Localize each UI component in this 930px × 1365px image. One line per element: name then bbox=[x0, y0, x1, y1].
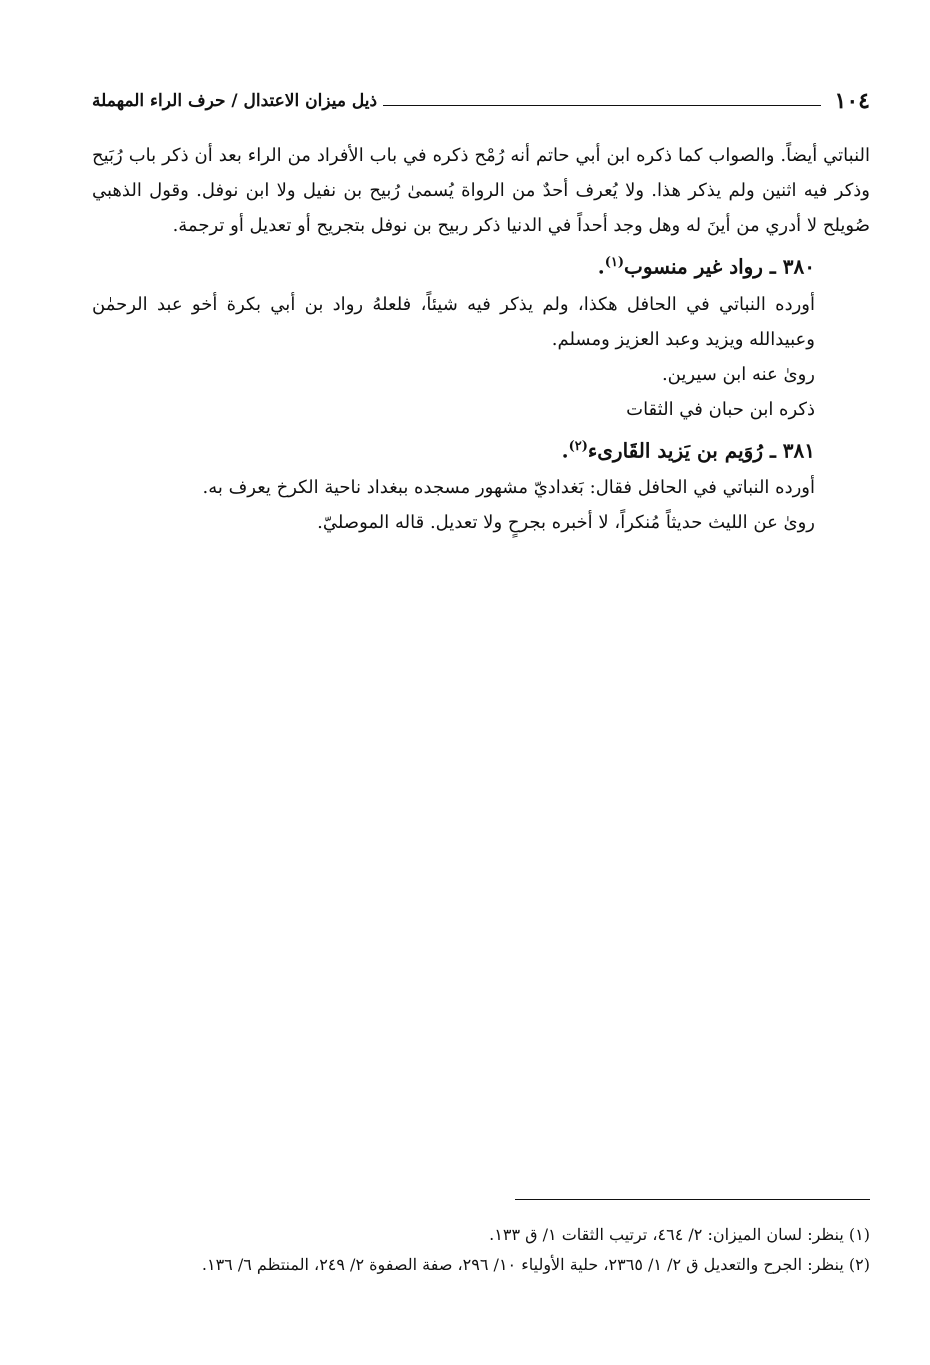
entry-381-narration: روىٰ عن الليث حديثاً مُنكراً، لا أخبره بجرحٍ ولا تعديل. قاله الموصليّ. bbox=[317, 512, 815, 534]
main-text bbox=[92, 138, 870, 540]
entry-380-narrators: روىٰ عنه ابن سيرين. bbox=[661, 363, 815, 385]
footnote-mark-1: (١) bbox=[604, 255, 624, 270]
footnote-rule bbox=[515, 1199, 870, 1200]
footnotes bbox=[92, 1220, 870, 1280]
running-title: ذيل ميزان الاعتدال / حرف الراء المهملة bbox=[92, 91, 378, 111]
entry-title: ٣٨٠ ـ رواد غير منسوب bbox=[623, 254, 815, 279]
footnote-mark-2: (٢) bbox=[568, 438, 588, 454]
entry-heading-380 bbox=[92, 243, 870, 287]
heading-period: . bbox=[561, 438, 569, 463]
entry-380-source: ذكره ابن حبان في الثقات bbox=[626, 398, 815, 420]
running-header bbox=[92, 84, 870, 118]
entry-380-text: أورده النباتي في الحافل هكذا، ولم يذكر فيه شيئاً، فلعلهُ رواد بن أبي بكرة أخو عبد الرحمٰن وعبيدالله ويزيد وعبد العزيز ومسلم. bbox=[92, 293, 815, 350]
entry-title: ٣٨١ ـ رُوَيم بن يَزيد القَارىء bbox=[587, 438, 815, 463]
footnote-1: (١) ينظر: لسان الميزان: ٢/ ٤٦٤، ترتيب الثقات ١/ ق ١٣٣. bbox=[489, 1225, 870, 1244]
page-number: ١٠٤ bbox=[834, 88, 870, 114]
header-rule bbox=[383, 105, 820, 106]
paragraph-continuation: النباتي أيضاً. والصواب كما ذكره ابن أبي حاتم أنه رُمْح ذكره في باب الأفراد من الراء بعد أن ذكر باب رُبَيح وذكر فيه اثنين ولم يذكر هذا. ولا يُعرف أحدٌ من الرواة يُسمىٰ رُبيح بن نفيل ولا ابن نوفل. وقول الذهبي صُويلح لا أدري من أينَ له وهل وجد أحداً في الدنيا ذكر ربيح بن نوفل بتجريح أو تعديل أو ترجمة. bbox=[92, 145, 870, 236]
entry-heading-381 bbox=[92, 427, 870, 471]
heading-period: . bbox=[597, 254, 605, 279]
entry-381-text: أورده النباتي في الحافل فقال: بَغداديّ مشهور مسجده ببغداد ناحية الكرخ يعرف به. bbox=[202, 477, 815, 499]
footnote-2: (٢) ينظر: الجرح والتعديل ق ٢/ ١/ ٢٣٦٥، حلية الأولياء ١٠/ ٢٩٦، صفة الصفوة ٢/ ٢٤٩، المنتظم ٦/ ١٣٦. bbox=[201, 1255, 870, 1274]
